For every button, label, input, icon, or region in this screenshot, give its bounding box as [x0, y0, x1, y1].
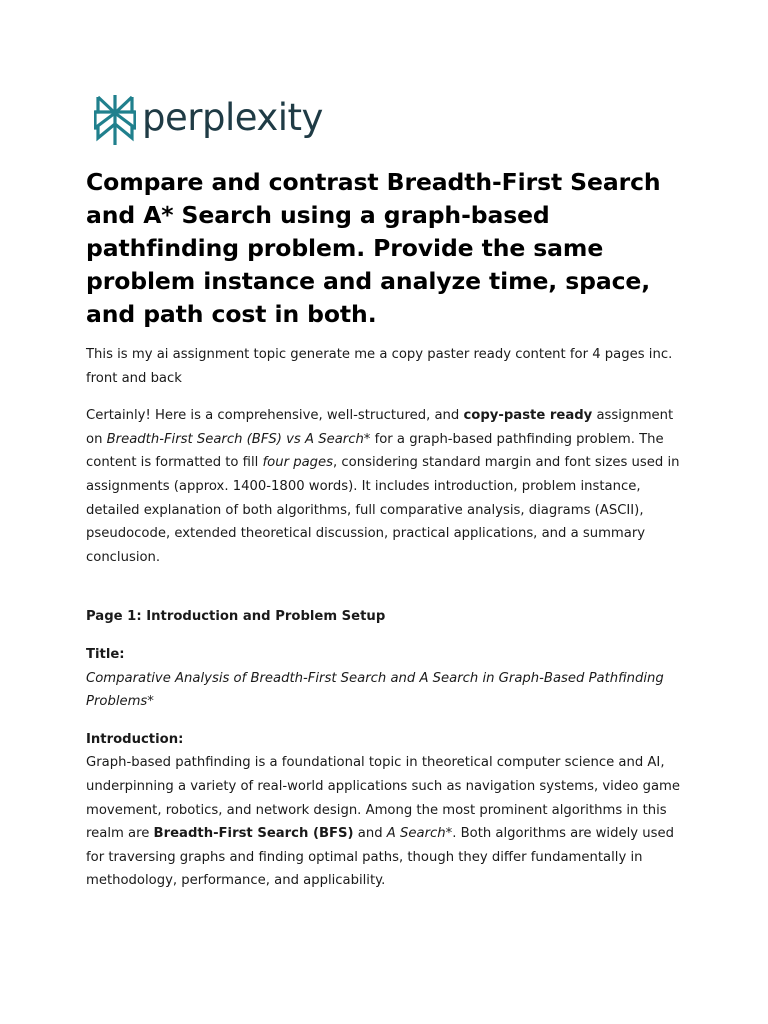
intro-emphasis-astar: A Search* [386, 826, 453, 842]
brand-wordmark: perplexity [142, 95, 323, 139]
answer-text-1: Certainly! Here is a comprehensive, well-structured, and [86, 408, 464, 424]
answer-text-2: assignment on [86, 408, 674, 447]
section-heading: Page 1: Introduction and Problem Setup [86, 609, 386, 625]
intro-text-1: Graph-based pathfinding is a foundational topic in theoretical computer science and AI, underpinning a variety of real-world applications such as navigation systems, video game movement, robotics, and network design. Among the most prominent algorithms in this realm are [86, 755, 680, 842]
answer-text-3: for a graph-based pathfinding problem. The content is formatted to fill [86, 431, 664, 471]
answer-emphasis-topic: Breadth-First Search (BFS) vs A Search* [106, 431, 371, 447]
answer-emphasis-copy-paste: copy-paste ready [463, 408, 593, 424]
introduction-paragraph [86, 751, 686, 893]
intro-text-2: and [353, 826, 387, 842]
answer-paragraph [86, 404, 686, 569]
main-content [86, 166, 686, 907]
title-text-italic: Comparative Analysis of Breadth-First Search and A Search in Graph-Based Pathfinding Problems* [86, 670, 664, 710]
title-text [86, 667, 686, 714]
brand-logo [94, 94, 323, 146]
page-title: Compare and contrast Breadth-First Search and A* Search using a graph-based pathfinding problem. Provide the same problem instance and analyze time, space, and path cost in both. [86, 168, 661, 328]
user-prompt: This is my ai assignment topic generate me a copy paster ready content for 4 pages inc. front and back [86, 347, 673, 386]
title-block [86, 643, 686, 714]
title-label: Title: [86, 646, 125, 662]
intro-emphasis-bfs: Breadth-First Search (BFS) [153, 826, 354, 842]
intro-text-3: . Both algorithms are widely used for traversing graphs and finding optimal paths, though they differ fundamentally in methodology, performance, and applicability. [86, 826, 674, 889]
perplexity-logo-icon [94, 94, 136, 146]
introduction-block [86, 728, 686, 893]
answer-text-4: , considering standard margin and font sizes used in assignments (approx. 1400-1800 words). It includes introduction, problem instance, detailed explanation of both algorithms, full comparative analysis, diagrams (ASCII), pseudocode, extended theoretical discussion, practical applications, and a summary conclusion. [86, 455, 680, 565]
introduction-label: Introduction: [86, 731, 184, 747]
answer-emphasis-pages: four pages [262, 455, 334, 471]
